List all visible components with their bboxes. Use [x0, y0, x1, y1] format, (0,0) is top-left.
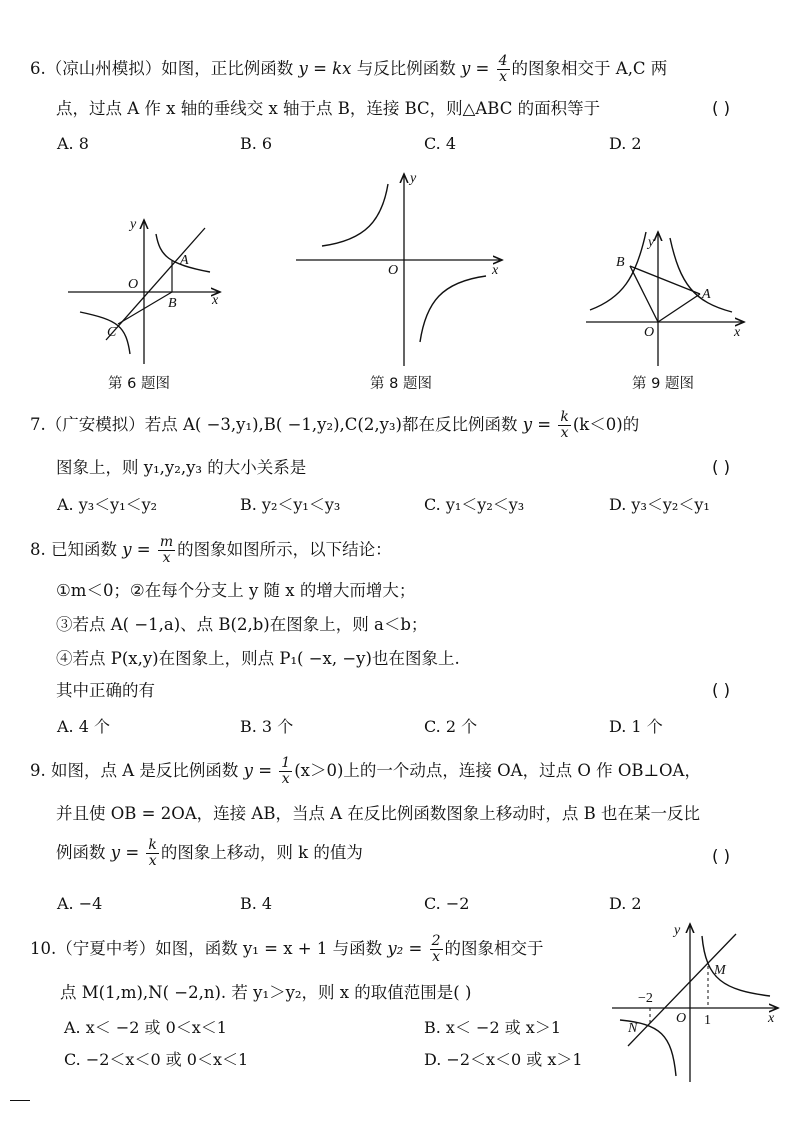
fig8-curve-q4: [420, 276, 486, 342]
q8-option-c: C. 2 个: [424, 717, 478, 736]
q9-eq2-lhs: y =: [110, 843, 140, 862]
q10-line1: [30, 934, 544, 965]
fig6-label-y: y: [130, 217, 137, 232]
fig9-segment-oa: [658, 294, 700, 322]
q7-text: (k＜0)的: [572, 415, 640, 434]
fig6-label-a: A: [180, 253, 189, 268]
q8-option-d: D. 1 个: [609, 717, 663, 736]
q7-option-a: A. y₃＜y₁＜y₂: [57, 495, 158, 514]
q6-eq-lhs: y =: [460, 59, 490, 78]
fig8-curve-q2: [322, 184, 388, 246]
q7-option-d: D. y₃＜y₂＜y₁: [609, 495, 710, 514]
q10-text: 10.（宁夏中考）如图，函数 y₁ = x + 1 与函数: [30, 939, 388, 958]
q7-eq-lhs: y =: [522, 415, 552, 434]
q9-text: 的图象上移动，则 k 的值为: [160, 843, 363, 862]
fig6-curve-q3: [80, 312, 130, 354]
fig10-curve-q1: [702, 936, 770, 996]
q7-answer-paren: ( ): [712, 458, 731, 477]
fig9-label-b: B: [616, 255, 625, 270]
fig10-label-n: N: [628, 1021, 638, 1036]
fig9-label-a: A: [702, 287, 711, 302]
q6-line1: [30, 54, 667, 85]
q8-line5: 其中正确的有: [56, 681, 155, 700]
q10-option-b: B. x＜ −2 或 x＞1: [424, 1018, 562, 1037]
fig8-label-x: x: [492, 263, 499, 278]
figure-10: [608, 920, 784, 1086]
fig6-caption: 第 6 题图: [108, 376, 170, 392]
fig9-curve-q2: [590, 232, 646, 310]
q7-line2: 图象上，则 y₁,y₂,y₃ 的大小关系是: [56, 458, 307, 477]
q9-fraction: $\frac{1}{x}$: [281, 755, 291, 787]
q6-eq-kx: y = kx: [298, 59, 352, 78]
q9-option-c: C. −2: [424, 894, 470, 913]
q7-option-c: C. y₁＜y₂＜y₃: [424, 495, 525, 514]
q6-option-c: C. 4: [424, 134, 457, 153]
fig10-label-y: y: [674, 923, 681, 938]
fig8-caption: 第 8 题图: [370, 376, 432, 392]
q9-line1: [30, 756, 701, 787]
q6-text: 的图象相交于 A,C 两: [511, 59, 668, 78]
q10-fraction: $\frac{2}{x}$: [431, 933, 441, 965]
q9-text: 例函数: [56, 843, 111, 862]
q6-option-a: A. 8: [57, 134, 89, 153]
q6-option-b: B. 6: [240, 134, 273, 153]
fig9-label-x: x: [734, 325, 741, 340]
q8-text: 的图象如图所示，以下结论：: [177, 540, 392, 559]
q9-fraction-2: $\frac{k}{x}$: [148, 837, 157, 869]
q7-line1: [30, 410, 639, 441]
q10-text: 的图象相交于: [444, 939, 544, 958]
q8-option-b: B. 3 个: [240, 717, 294, 736]
q8-eq-lhs: y =: [122, 540, 151, 559]
q7-fraction: $\frac{k}{x}$: [560, 409, 569, 441]
q9-option-d: D. 2: [609, 894, 642, 913]
q9-answer-paren: ( ): [712, 847, 731, 866]
q8-option-a: A. 4 个: [57, 717, 110, 736]
q9-option-b: B. 4: [240, 894, 273, 913]
q9-text: 9. 如图，点 A 是反比例函数: [30, 761, 244, 780]
fig10-label-x: x: [768, 1011, 775, 1026]
q10-eq-lhs: y₂ =: [387, 939, 423, 958]
fig10-line: [628, 934, 736, 1046]
q7-option-b: B. y₂＜y₁＜y₃: [240, 495, 341, 514]
fig6-label-c: C: [107, 325, 117, 340]
q6-text: 6.（凉山州模拟）如图，正比例函数: [30, 59, 299, 78]
fig8-label-y: y: [410, 171, 417, 186]
fig10-label-m: M: [714, 963, 726, 978]
fig9-label-y: y: [648, 235, 655, 250]
fig8-label-o: O: [388, 263, 399, 278]
fig6-label-x: x: [212, 293, 219, 308]
fig9-segment-ab: [630, 266, 700, 294]
fig6-label-o: O: [128, 277, 139, 292]
q10-option-c: C. −2＜x＜0 或 0＜x＜1: [64, 1050, 249, 1069]
q6-option-d: D. 2: [609, 134, 642, 153]
q9-eq-lhs: y =: [243, 761, 273, 780]
q8-line2: ①m＜0；②在每个分支上 y 随 x 的增大而增大；: [56, 581, 416, 600]
q8-answer-paren: ( ): [712, 681, 731, 700]
q7-text: 7.（广安模拟）若点 A( −3,y₁),B( −1,y₂),C(2,y₃)都在反比例函数: [30, 415, 523, 434]
fig10-label-o: O: [676, 1011, 687, 1026]
fig10-tick-neg2: −2: [638, 991, 653, 1006]
fig9-label-o: O: [644, 325, 655, 340]
figure-6: [60, 208, 230, 368]
q8-line4: ④若点 P(x,y)在图象上，则点 P₁( −x, −y)也在图象上.: [56, 649, 460, 668]
figure-8: [290, 170, 520, 370]
q10-option-a: A. x＜ −2 或 0＜x＜1: [64, 1018, 227, 1037]
page-footer-rule: [10, 1100, 30, 1101]
q6-fraction: $\frac{4}{x}$: [498, 53, 508, 85]
fig9-caption: 第 9 题图: [632, 376, 694, 392]
q9-option-a: A. −4: [57, 894, 103, 913]
figure-9: [582, 226, 750, 370]
q8-line3: ③若点 A( −1,a)、点 B(2,b)在图象上，则 a＜b；: [56, 615, 428, 634]
fig9-curve-q1: [670, 238, 732, 312]
q9-line3: [56, 838, 363, 869]
q9-text: (x＞0)上的一个动点，连接 OA，过点 O 作 OB⊥OA，: [294, 761, 701, 780]
fig10-tick-1: 1: [704, 1013, 711, 1028]
fig9-segment-ob: [630, 266, 658, 322]
q8-text: 8. 已知函数: [30, 540, 123, 559]
fig6-line: [106, 228, 205, 340]
q6-answer-paren: ( ): [712, 99, 731, 118]
q8-line1: [30, 535, 392, 566]
q9-line2: 并且使 OB = 2OA，连接 AB，当点 A 在反比例函数图象上移动时，点 B 也在某一反比: [56, 804, 700, 823]
q6-text: 与反比例函数: [351, 59, 461, 78]
fig6-label-b: B: [168, 296, 177, 311]
q8-fraction: $\frac{m}{x}$: [159, 534, 174, 566]
q6-line2: 点，过点 A 作 x 轴的垂线交 x 轴于点 B，连接 BC，则△ABC 的面积等于: [56, 99, 601, 118]
q10-line2: 点 M(1,m),N( −2,n). 若 y₁＞y₂，则 x 的取值范围是( ): [60, 983, 472, 1002]
q10-option-d: D. −2＜x＜0 或 x＞1: [424, 1050, 583, 1069]
